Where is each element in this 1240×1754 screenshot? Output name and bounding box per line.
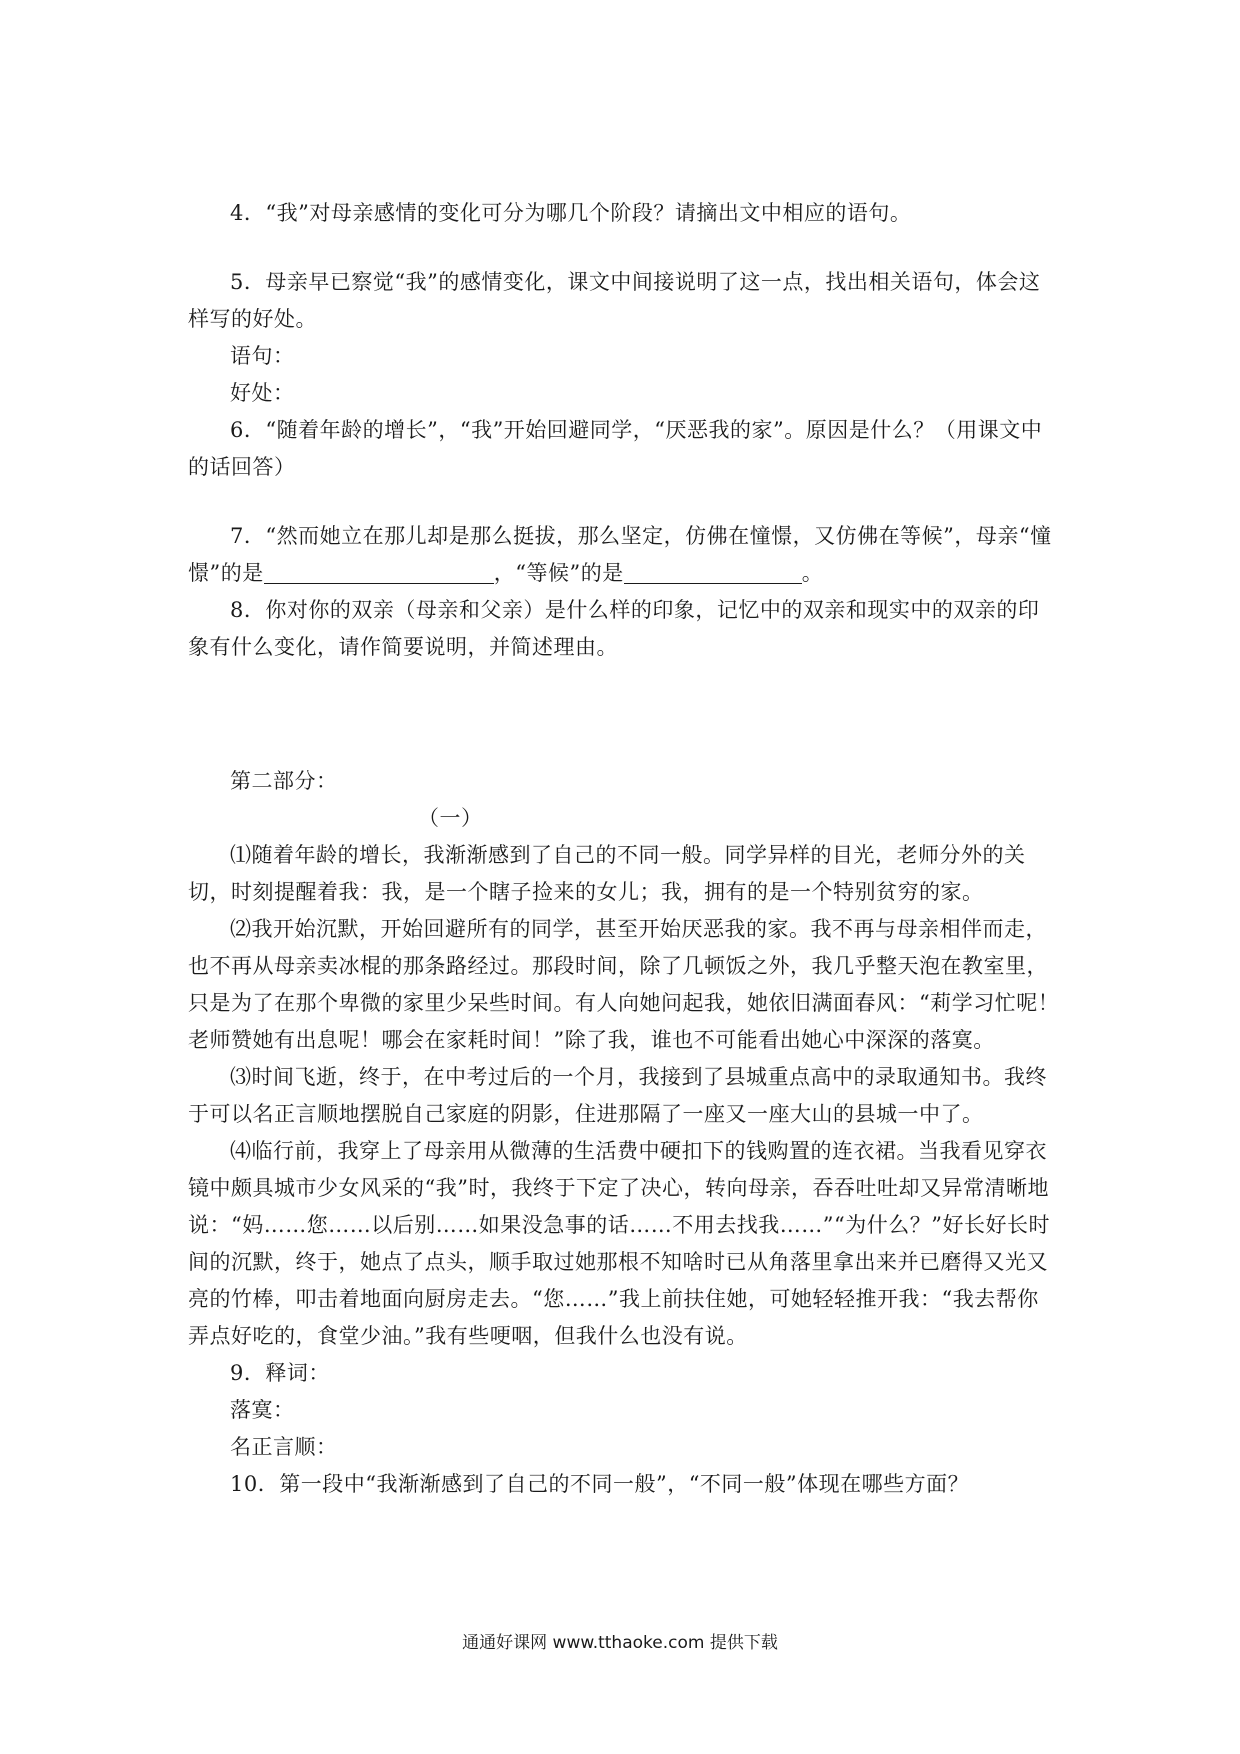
- part-2-heading: 第二部分：: [230, 769, 338, 793]
- question-5-benefit-label: 好处：: [230, 381, 295, 405]
- passage-paragraph-1: ⑴随着年龄的增长，我渐渐感到了自己的不同一般。同学异样的目光，老师分外的关切，时刻提醒着我：我，是一个瞎子捡来的女儿；我，拥有的是一个特别贫穷的家。: [188, 843, 1026, 904]
- question-9-word-1: 落寞：: [230, 1398, 295, 1422]
- question-5-sentence-label: 语句：: [230, 344, 295, 368]
- question-9-word-2: 名正言顺：: [230, 1435, 338, 1459]
- document-content: [188, 195, 1060, 1503]
- passage-paragraph-4: ⑷临行前，我穿上了母亲用从微薄的生活费中硬扣下的钱购置的连衣裙。当我看见穿衣镜中颇具城市少女风采的“我”时，我终于下定了决心，转向母亲，吞吞吐吐却又异常清晰地说：“妈……您……以后别……如果没急事的话……不用去找我……”“为什么？”好长好长时间的沉默，终于，她点了点头，顺手取过她那根不知啥时已从角落里拿出来并已磨得又光又亮的竹棒，叩击着地面向厨房走去。“您……”我上前扶住她，可她轻轻推开我：“我去帮你弄点好吃的，食堂少油。”我有些哽咽，但我什么也没有说。: [188, 1139, 1050, 1348]
- question-4: 4．“我”对母亲感情的变化可分为哪几个阶段？请摘出文中相应的语句。: [230, 201, 912, 225]
- question-7-end: 。: [801, 561, 824, 585]
- question-9: 9．释词：: [230, 1361, 330, 1385]
- question-7-text-2: ，“等候”的是: [493, 561, 624, 585]
- question-5: 5．母亲早已察觉“我”的感情变化，课文中间接说明了这一点，找出相关语句，体会这样写的好处。: [188, 270, 1041, 331]
- question-7-text-1: 7．“然而她立在那儿却是那么挺拔，那么坚定，仿佛在憧憬，又仿佛在等候”，母亲“憧憬”的是: [188, 524, 1052, 585]
- question-8: 8．你对你的双亲（母亲和父亲）是什么样的印象，记忆中的双亲和现实中的双亲的印象有什么变化，请作简要说明，并简述理由。: [188, 598, 1040, 659]
- passage-paragraph-2: ⑵我开始沉默，开始回避所有的同学，甚至开始厌恶我的家。我不再与母亲相伴而走，也不再从母亲卖冰棍的那条路经过。那段时间，除了几顿饭之外，我几乎整天泡在教室里，只是为了在那个卑微的家里少呆些时间。有人向她问起我，她依旧满面春风：“莉学习忙呢！老师赞她有出息呢！哪会在家耗时间！”除了我，谁也不可能看出她心中深深的落寞。: [188, 917, 1060, 1052]
- answer-blank-waiting[interactable]: [624, 559, 802, 584]
- question-6: 6．“随着年龄的增长”，“我”开始回避同学，“厌恶我的家”。原因是什么？（用课文中的话回答）: [188, 418, 1043, 479]
- passage-paragraph-3: ⑶时间飞逝，终于，在中考过后的一个月，我接到了县城重点高中的录取通知书。我终于可以名正言顺地摆脱自己家庭的阴影，住进那隔了一座又一座大山的县城一中了。: [188, 1065, 1047, 1126]
- page-footer: 通通好课网 www.tthaoke.com 提供下载: [462, 1633, 778, 1653]
- question-10: 10．第一段中“我渐渐感到了自己的不同一般”，“不同一般”体现在哪些方面？: [230, 1472, 970, 1496]
- answer-blank-longing[interactable]: [264, 559, 494, 584]
- question-7: [188, 518, 1060, 592]
- section-label: （一）: [418, 806, 483, 830]
